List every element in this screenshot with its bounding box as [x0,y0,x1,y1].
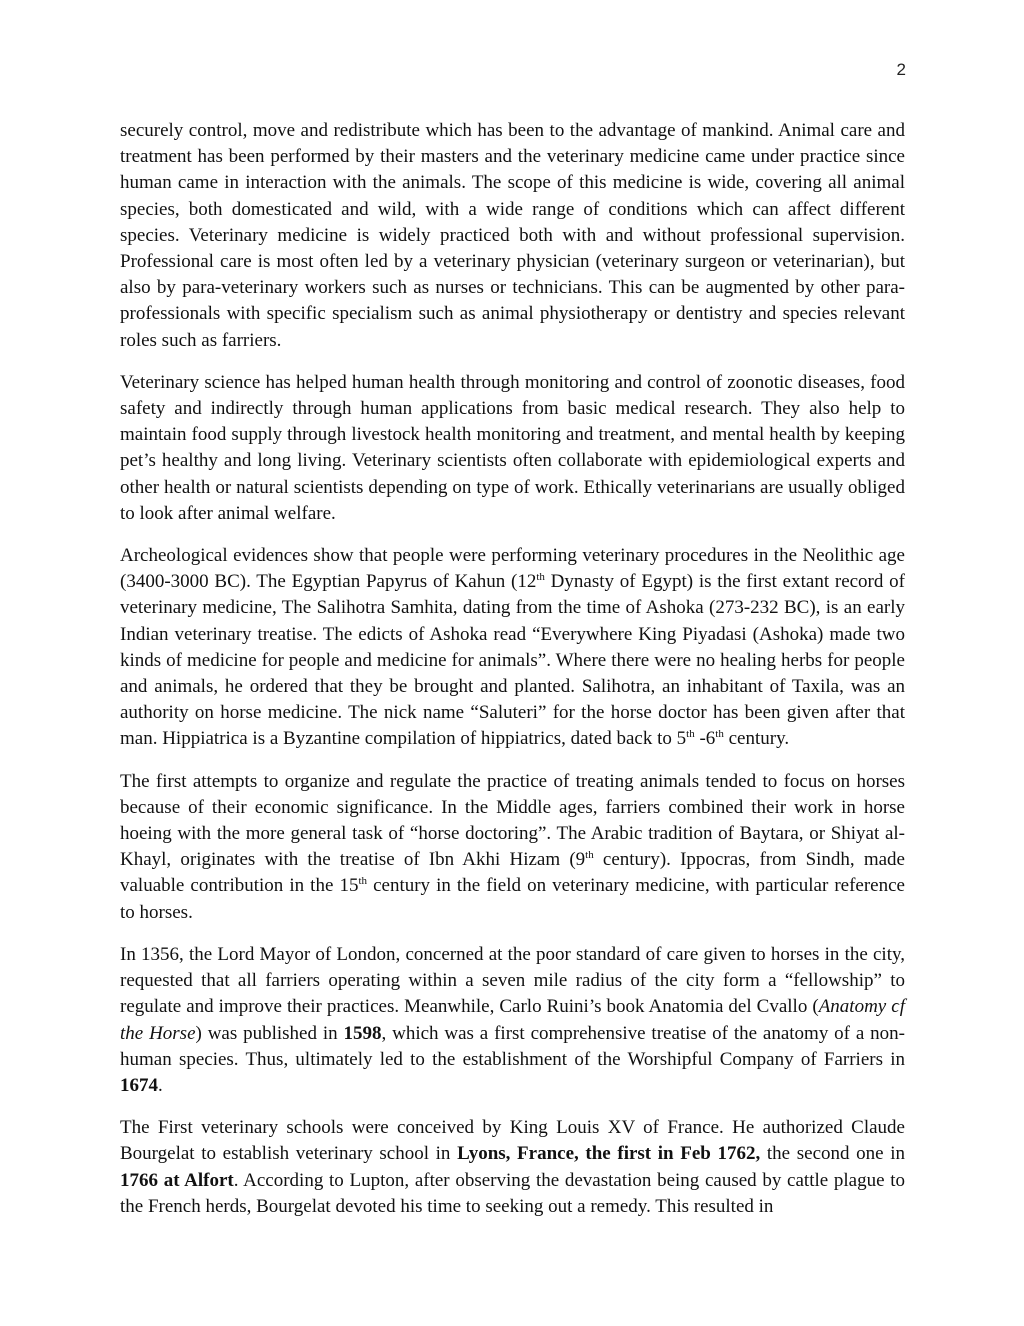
text-run: -6 [694,728,716,750]
paragraph-lord-mayor-london [120,942,905,1099]
body-text [120,118,905,1236]
superscript: th [686,728,695,741]
text-run: , which was a first comprehensive treatise of the anatomy of a non-human species. Thus, ultimately led to the establishment of the Worshipful Company of Farriers in [120,1022,905,1070]
text-run: securely control, move and redistribute which has been to the advantage of mankind. Animal care and treatment has been performed by their masters and the veterinary medicine came under practice since human came in interaction with the animals. The scope of this medicine is wide, covering all animal species, both domesticated and wild, with a wide range of conditions which can affect different species. Veterinary medicine is widely practiced both with and without professional supervision. Professional care is most often led by a veterinary physician (veterinary surgeon or veterinarian), but also by para-veterinary workers such as nurses or technicians. This can be augmented by other para-professionals with specific specialism such as animal physiotherapy or dentistry and species relevant roles such as farriers. [120,120,905,351]
text-run: The first attempts to organize and regulate the practice of treating animals tended to focus on horses because of their economic significance. In the Middle ages, farriers combined their work in horse hoeing with the more general task of “horse doctoring”. The Arabic tradition of Baytara, or Shiyat al-Khayl, originates with the treatise of Ibn Akhi Hizam (9 [120,770,905,871]
bold-year: 1674 [120,1074,158,1096]
paragraph-first-attempts-regulate [120,769,905,926]
text-run: ) was published in [195,1022,344,1044]
text-run: century. [723,728,790,750]
superscript: th [358,875,368,888]
text-run: Dynasty of Egypt) is the first extant record of veterinary medicine, The Salihotra Samhita, dating from the time of Ashoka (273-232 BC), is an early Indian veterinary treatise. The edicts of Ashoka read “Everywhere King Piyadasi (Ashoka) made two kinds of medicine for people and medicine for animals”. Where there were no healing herbs for people and animals, he ordered that they be brought and planted. Salihotra, an inhabitant of Taxila, was an authority on horse medicine. The nick name “Saluteri” for the horse doctor has been given after that man. Hippiatrica is a Byzantine compilation of hippiatrics, dated back to 5 [120,571,905,750]
paragraph-first-veterinary-schools [120,1115,905,1220]
text-run: . [158,1074,163,1096]
superscript: th [536,571,545,584]
superscript: th [585,849,594,862]
superscript: th [715,728,724,741]
text-run: The First veterinary schools were conceived by King Louis XV of France. He authorized Claude Bourgelat to establish veterinary school in [120,1117,905,1165]
text-run: Veterinary science has helped human health through monitoring and control of zoonotic diseases, food safety and indirectly through human applications from basic medical research. They also help to maintain food supply through livestock health monitoring and treatment, and mental health by keeping pet’s healthy and long living. Veterinary scientists often collaborate with epidemiological experts and other health or natural scientists depending on type of work. Ethically veterinarians are usually obliged to look after animal welfare. [120,371,905,524]
paragraph-scope-of-veterinary-medicine [120,118,905,354]
text-run: In 1356, the Lord Mayor of London, concerned at the poor standard of care given to horses in the city, requested that all farriers operating within a seven mile radius of the city form a “fellowship” to regulate and improve their practices. Meanwhile, Carlo Ruini’s book Anatomia del Cvallo ( [120,943,905,1018]
bold-location-date: Lyons, France, the first in Feb 1762, [457,1143,761,1165]
text-run: . According to Lupton, after observing the devastation being caused by cattle plague to the French herds, Bourgelat devoted his time to seeking out a remedy. This resulted in [120,1169,905,1217]
book-title-italic: Anatomy ϲf the Horse [120,996,905,1044]
bold-location-date: 1766 at Alfort [120,1169,234,1191]
text-run: century in the field on veterinary medicine, with particular reference to horses. [120,875,905,923]
paragraph-archeological-evidences [120,543,905,753]
page-number: 2 [896,60,906,79]
text-run: Archeological evidences show that people were performing veterinary procedures in the Neolithic age (3400-3000 BC). The Egyptian Papyrus of Kahun (12 [120,545,905,593]
bold-year: 1598 [343,1022,382,1044]
text-run: the second one in [760,1143,906,1165]
paragraph-veterinary-science-human-health [120,370,905,527]
text-run: century). Ippocras, from Sindh, made valuable contribution in the 15 [120,849,905,897]
